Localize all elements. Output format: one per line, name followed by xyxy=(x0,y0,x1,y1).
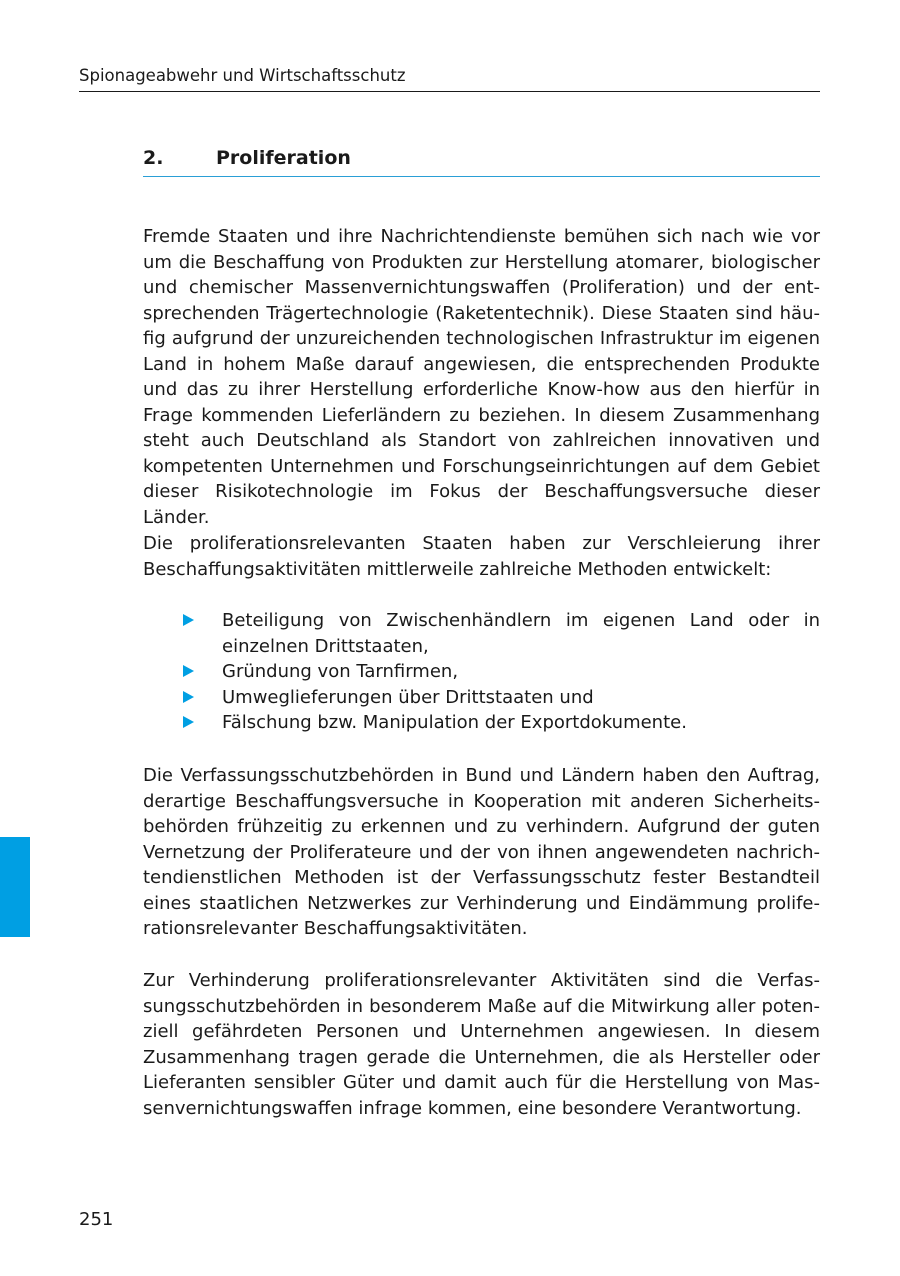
paragraph-methods-lead: Die proliferationsrelevanten Staaten haben zur Verschleierung ihrer Beschaffungsaktivitäten mittlerweile zahlreiche Methoden entwickelt: xyxy=(143,533,820,580)
chapter-side-tab xyxy=(0,837,30,937)
list-item-text: Beteiligung von Zwischenhändlern im eigenen Land oder in einzelnen Drittstaaten, xyxy=(222,610,820,657)
paragraph-responsibility: Zur Verhinderung proliferationsrelevanter Aktivitäten sind die Verfassungsschutzbehörden in besonderem Maße auf die Mitwirkung aller potenziell gefährdeten Personen und Unternehmen angewiesen. In diesem Zusammenhang tragen gerade die Unternehmen, die als Hersteller oder Lieferanten sensibler Güter und damit auch für die Herstellung von Massenvernichtungswaffen infrage kommen, eine besondere Verantwortung. xyxy=(143,970,820,1119)
triangle-bullet-icon xyxy=(183,665,194,677)
list-item-text: Gründung von Tarnfirmen, xyxy=(222,661,459,682)
triangle-bullet-icon xyxy=(183,691,194,703)
section-heading xyxy=(143,143,820,177)
page-number: 251 xyxy=(79,1209,114,1230)
section-number: 2. xyxy=(143,147,164,169)
methods-list xyxy=(143,608,820,736)
paragraph-mandate: Die Verfassungsschutzbehörden in Bund und Ländern haben den Auftrag, derartige Beschaffungsversuche in Kooperation mit anderen Sicherheitsbehörden frühzeitig zu erkennen und zu verhindern. Aufgrund der guten Vernetzung der Proliferateure und der von ihnen angewendeten nachrichtendienstlichen Methoden ist der Verfassungsschutz fester Bestandteil eines staatlichen Netzwerkes zur Verhinderung und Eindämmung proliferationsrelevanter Beschaffungsaktivitäten. xyxy=(143,765,820,939)
running-header: Spionageabwehr und Wirtschaftsschutz xyxy=(79,64,820,92)
paragraph-intro: Fremde Staaten und ihre Nachrichtendienste bemühen sich nach wie vor um die Beschaffung von Produkten zur Herstellung atomarer, biologischer und chemischer Massenvernichtungswaffen (Proliferation) und der entsprechenden Trägertechnologie (Raketentechnik). Diese Staaten sind häufig aufgrund der unzureichenden technologischen Infrastruktur im eigenen Land in hohem Maße darauf angewiesen, die entsprechenden Produkte und das zu ihrer Herstellung erforderliche Know-how aus den hierfür in Frage kommenden Lieferländern zu beziehen. In diesem Zusammenhang steht auch Deutschland als Standort von zahlreichen innovativen und kompetenten Unternehmen und Forschungseinrichtungen auf dem Gebiet dieser Risikotechnologie im Fokus der Beschaffungsversuche dieser Länder. xyxy=(143,226,820,528)
list-item-text: Fälschung bzw. Manipulation der Exportdokumente. xyxy=(222,712,687,733)
list-item xyxy=(143,608,820,659)
triangle-bullet-icon xyxy=(183,716,194,728)
list-item xyxy=(143,659,820,685)
section-title: Proliferation xyxy=(216,147,351,169)
list-item xyxy=(143,710,820,736)
triangle-bullet-icon xyxy=(183,614,194,626)
list-item-text: Umweglieferungen über Drittstaaten und xyxy=(222,686,594,708)
list-item xyxy=(143,685,820,711)
